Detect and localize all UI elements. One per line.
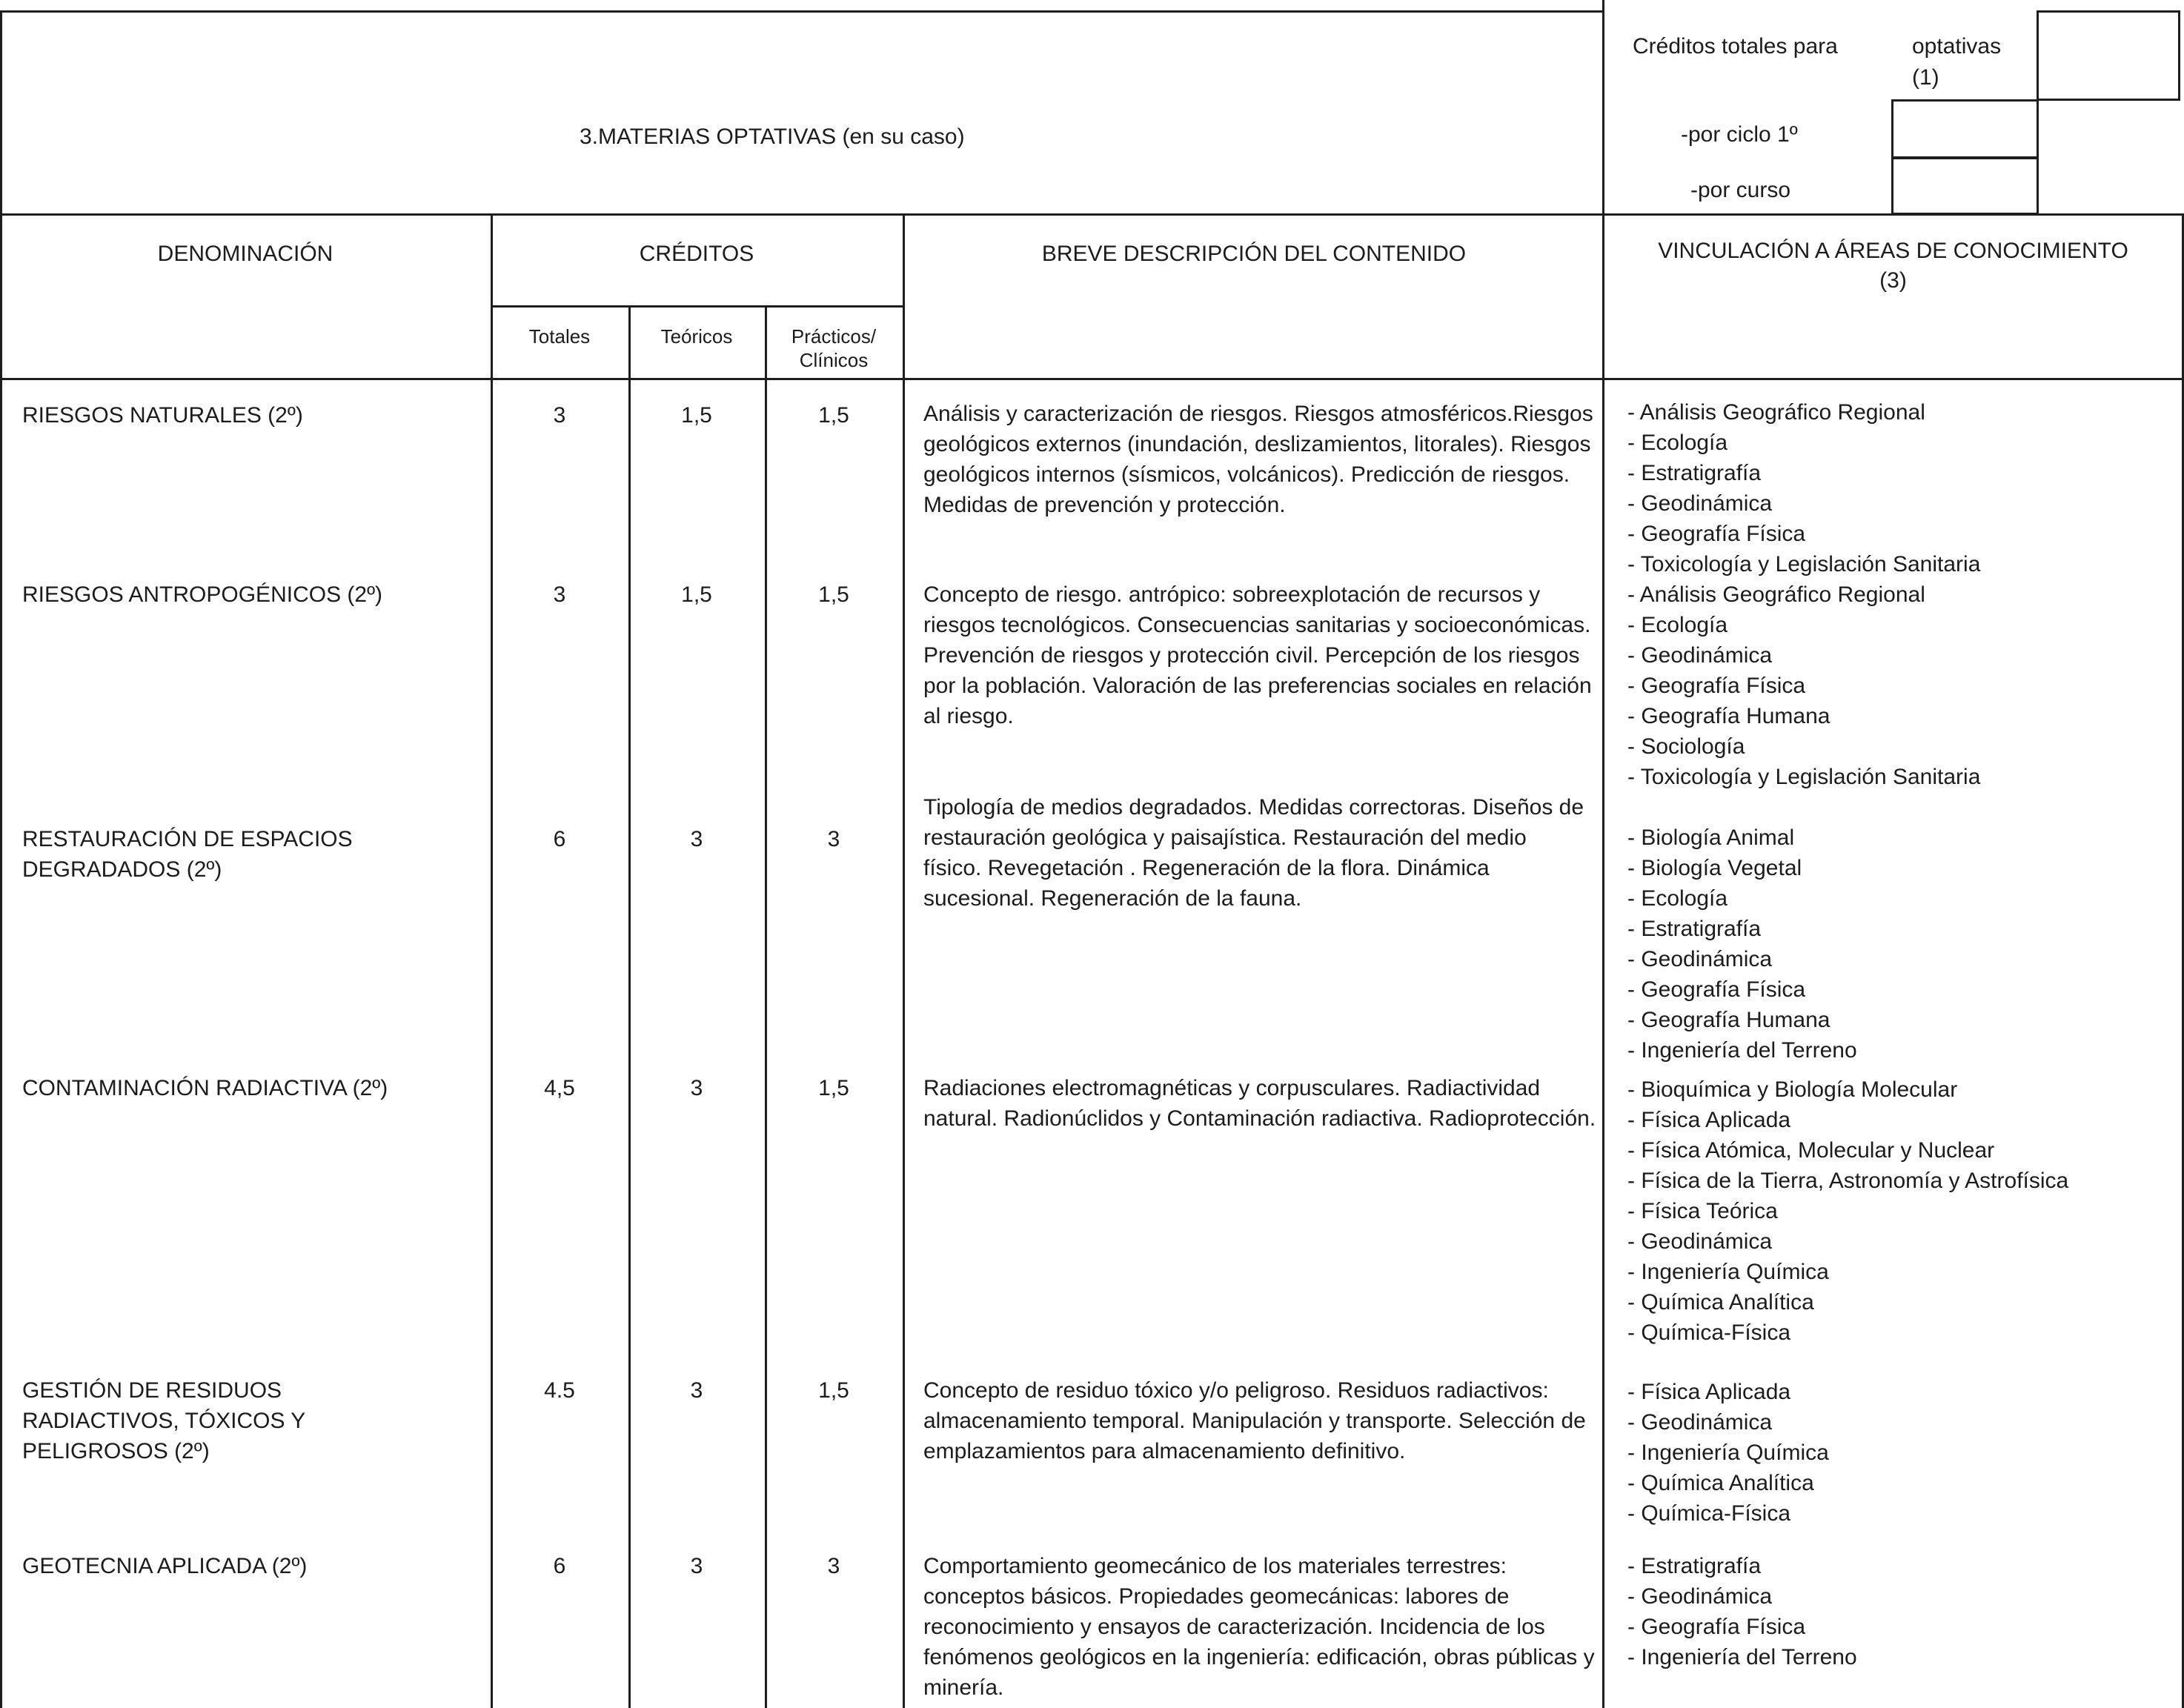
area-item: - Geografía Física bbox=[1627, 522, 1806, 546]
row-areas bbox=[1627, 1074, 2068, 1348]
area-item: - Análisis Geográfico Regional bbox=[1627, 400, 1925, 425]
row-totales: 6 bbox=[553, 1554, 566, 1578]
area-item: - Geografía Humana bbox=[1627, 704, 1830, 728]
row-teoricos: 1,5 bbox=[681, 403, 712, 428]
col-practicos: Prácticos/ bbox=[791, 325, 877, 348]
area-item: - Ecología bbox=[1627, 613, 1728, 637]
area-item: - Geodinámica bbox=[1627, 1584, 1773, 1609]
area-item: - Geodinámica bbox=[1627, 1410, 1773, 1435]
area-item: - Toxicología y Legislación Sanitaria bbox=[1627, 765, 1981, 789]
area-item: - Geodinámica bbox=[1627, 1229, 1773, 1254]
row-descripcion: Análisis y caracterización de riesgos. Riesgos atmosféricos.Riesgos geológicos externos (inundación, deslizamientos, litorales). Riesgos geológicos internos (sísmicos, volcánicos). Predicción de riesgos. Medidas de prevención y protección. bbox=[923, 402, 1593, 517]
row-denominacion: GEOTECNIA APLICADA (2º) bbox=[22, 1554, 308, 1578]
area-item: - Química-Física bbox=[1627, 1501, 1791, 1526]
area-item: - Física Atómica, Molecular y Nuclear bbox=[1627, 1138, 1995, 1163]
area-item: - Ecología bbox=[1627, 886, 1728, 911]
area-item: - Sociología bbox=[1627, 734, 1745, 759]
row-descripcion: Tipología de medios degradados. Medidas correctoras. Diseños de restauración geológica y paisajística. Restauración del medio físico. Revegetación . Regeneración de la flora. Dinámica sucesional. Regeneración de la fauna. bbox=[923, 795, 1584, 911]
area-item: - Biología Vegetal bbox=[1627, 856, 1802, 880]
por-ciclo-box bbox=[1891, 99, 2039, 159]
row-teoricos: 3 bbox=[690, 1076, 703, 1100]
col-descripcion: BREVE DESCRIPCIÓN DEL CONTENIDO bbox=[1041, 242, 1467, 266]
area-item: - Geografía Física bbox=[1627, 674, 1806, 698]
col-creditos: CRÉDITOS bbox=[639, 242, 754, 266]
row-totales: 6 bbox=[553, 827, 566, 851]
creditos-totales-label: Créditos totales para bbox=[1633, 34, 1838, 59]
area-item: - Física Aplicada bbox=[1627, 1108, 1791, 1132]
row-descripcion: Comportamiento geomecánico de los materiales terrestres: conceptos básicos. Propiedades geomecánicas: labores de reconocimiento y ensayos de caracterización. Incidencia de los fenómenos geológicos en la ingeniería: edificación, obras públicas y minería. bbox=[923, 1554, 1595, 1700]
col-clinicos: Clínicos bbox=[799, 349, 869, 371]
area-item: - Química Analítica bbox=[1627, 1290, 1814, 1315]
area-item: - Ingeniería del Terreno bbox=[1627, 1038, 1857, 1063]
optativas-note: (1) bbox=[1912, 65, 1939, 90]
row-practicos: 1,5 bbox=[818, 1076, 849, 1100]
area-item: - Geodinámica bbox=[1627, 491, 1773, 516]
por-ciclo-label: -por ciclo 1º bbox=[1681, 122, 1798, 147]
row-denominacion: RIESGOS NATURALES (2º) bbox=[22, 403, 303, 428]
area-item: - Biología Animal bbox=[1627, 825, 1795, 850]
row-totales: 4.5 bbox=[544, 1378, 575, 1403]
area-item: - Estratigrafía bbox=[1627, 461, 1762, 485]
col-totales: Totales bbox=[528, 325, 591, 348]
row-practicos: 1,5 bbox=[818, 582, 849, 607]
row-descripcion: Concepto de riesgo. antrópico: sobreexplotación de recursos y riesgos tecnológicos. Consecuencias sanitarias y socioeconómicas. Prevención de riesgos y protección civil. Percepción de los riesgos por la población. Valoración de las preferencias sociales en relación al riesgo. bbox=[923, 582, 1592, 728]
area-item: - Estratigrafía bbox=[1627, 1554, 1762, 1578]
row-practicos: 3 bbox=[827, 1554, 840, 1578]
col-vinculacion-note: (3) bbox=[1879, 268, 1907, 293]
area-item: - Química Analítica bbox=[1627, 1471, 1814, 1495]
optativas-label: optativas bbox=[1912, 34, 2002, 59]
row-denominacion: RESTAURACIÓN DE ESPACIOS DEGRADADOS (2º) bbox=[22, 827, 353, 882]
area-item: - Toxicología y Legislación Sanitaria bbox=[1627, 552, 1981, 576]
area-item: - Física Aplicada bbox=[1627, 1380, 1791, 1404]
optativas-total-box bbox=[2037, 10, 2180, 101]
row-areas bbox=[1627, 397, 1980, 579]
area-item: - Análisis Geográfico Regional bbox=[1627, 582, 1925, 607]
col-teoricos: Teóricos bbox=[660, 325, 733, 348]
col-vinculacion: VINCULACIÓN A ÁREAS DE CONOCIMIENTO bbox=[1658, 239, 2128, 263]
area-item: - Bioquímica y Biología Molecular bbox=[1627, 1077, 1958, 1102]
row-denominacion: RIESGOS ANTROPOGÉNICOS (2º) bbox=[22, 582, 383, 607]
area-item: - Geodinámica bbox=[1627, 643, 1773, 668]
row-denominacion: GESTIÓN DE RESIDUOS RADIACTIVOS, TÓXICOS Y PELIGROSOS (2º) bbox=[22, 1378, 305, 1463]
area-item: - Física de la Tierra, Astronomía y Astrofísica bbox=[1627, 1169, 2069, 1193]
row-denominacion: CONTAMINACIÓN RADIACTIVA (2º) bbox=[22, 1076, 388, 1100]
area-item: - Geografía Física bbox=[1627, 1615, 1806, 1639]
row-teoricos: 1,5 bbox=[681, 582, 712, 607]
area-item: - Física Teórica bbox=[1627, 1199, 1778, 1223]
row-totales: 4,5 bbox=[544, 1076, 575, 1100]
row-areas bbox=[1627, 823, 1857, 1066]
row-practicos: 1,5 bbox=[818, 1378, 849, 1403]
row-areas bbox=[1627, 579, 1980, 792]
por-curso-box bbox=[1891, 157, 2039, 215]
row-practicos: 3 bbox=[827, 827, 840, 851]
area-item: - Ingeniería del Terreno bbox=[1627, 1645, 1857, 1669]
row-descripcion: Radiaciones electromagnéticas y corpusculares. Radiactividad natural. Radionúclidos y Contaminación radiactiva. Radioprotección. bbox=[923, 1076, 1596, 1131]
row-descripcion: Concepto de residuo tóxico y/o peligroso. Residuos radiactivos: almacenamiento temporal. Manipulación y transporte. Selección de emplazamientos para almacenamiento definitivo. bbox=[923, 1378, 1586, 1463]
area-item: - Geografía Física bbox=[1627, 977, 1806, 1002]
row-practicos: 1,5 bbox=[818, 403, 849, 428]
area-item: - Ecología bbox=[1627, 431, 1728, 455]
row-totales: 3 bbox=[553, 403, 566, 428]
row-teoricos: 3 bbox=[690, 1378, 703, 1403]
area-item: - Ingeniería Química bbox=[1627, 1260, 1829, 1284]
area-item: - Estratigrafía bbox=[1627, 917, 1762, 941]
row-areas bbox=[1627, 1551, 1857, 1672]
por-curso-label: -por curso bbox=[1690, 178, 1791, 202]
area-item: - Geodinámica bbox=[1627, 947, 1773, 971]
area-item: - Geografía Humana bbox=[1627, 1008, 1830, 1032]
row-totales: 3 bbox=[553, 582, 566, 607]
col-denominacion: DENOMINACIÓN bbox=[157, 242, 333, 266]
row-areas bbox=[1627, 1377, 1829, 1529]
row-teoricos: 3 bbox=[690, 1554, 703, 1578]
row-teoricos: 3 bbox=[690, 827, 703, 851]
section-title: 3.MATERIAS OPTATIVAS (en su caso) bbox=[580, 124, 965, 149]
area-item: - Ingeniería Química bbox=[1627, 1440, 1829, 1465]
area-item: - Química-Física bbox=[1627, 1320, 1791, 1345]
